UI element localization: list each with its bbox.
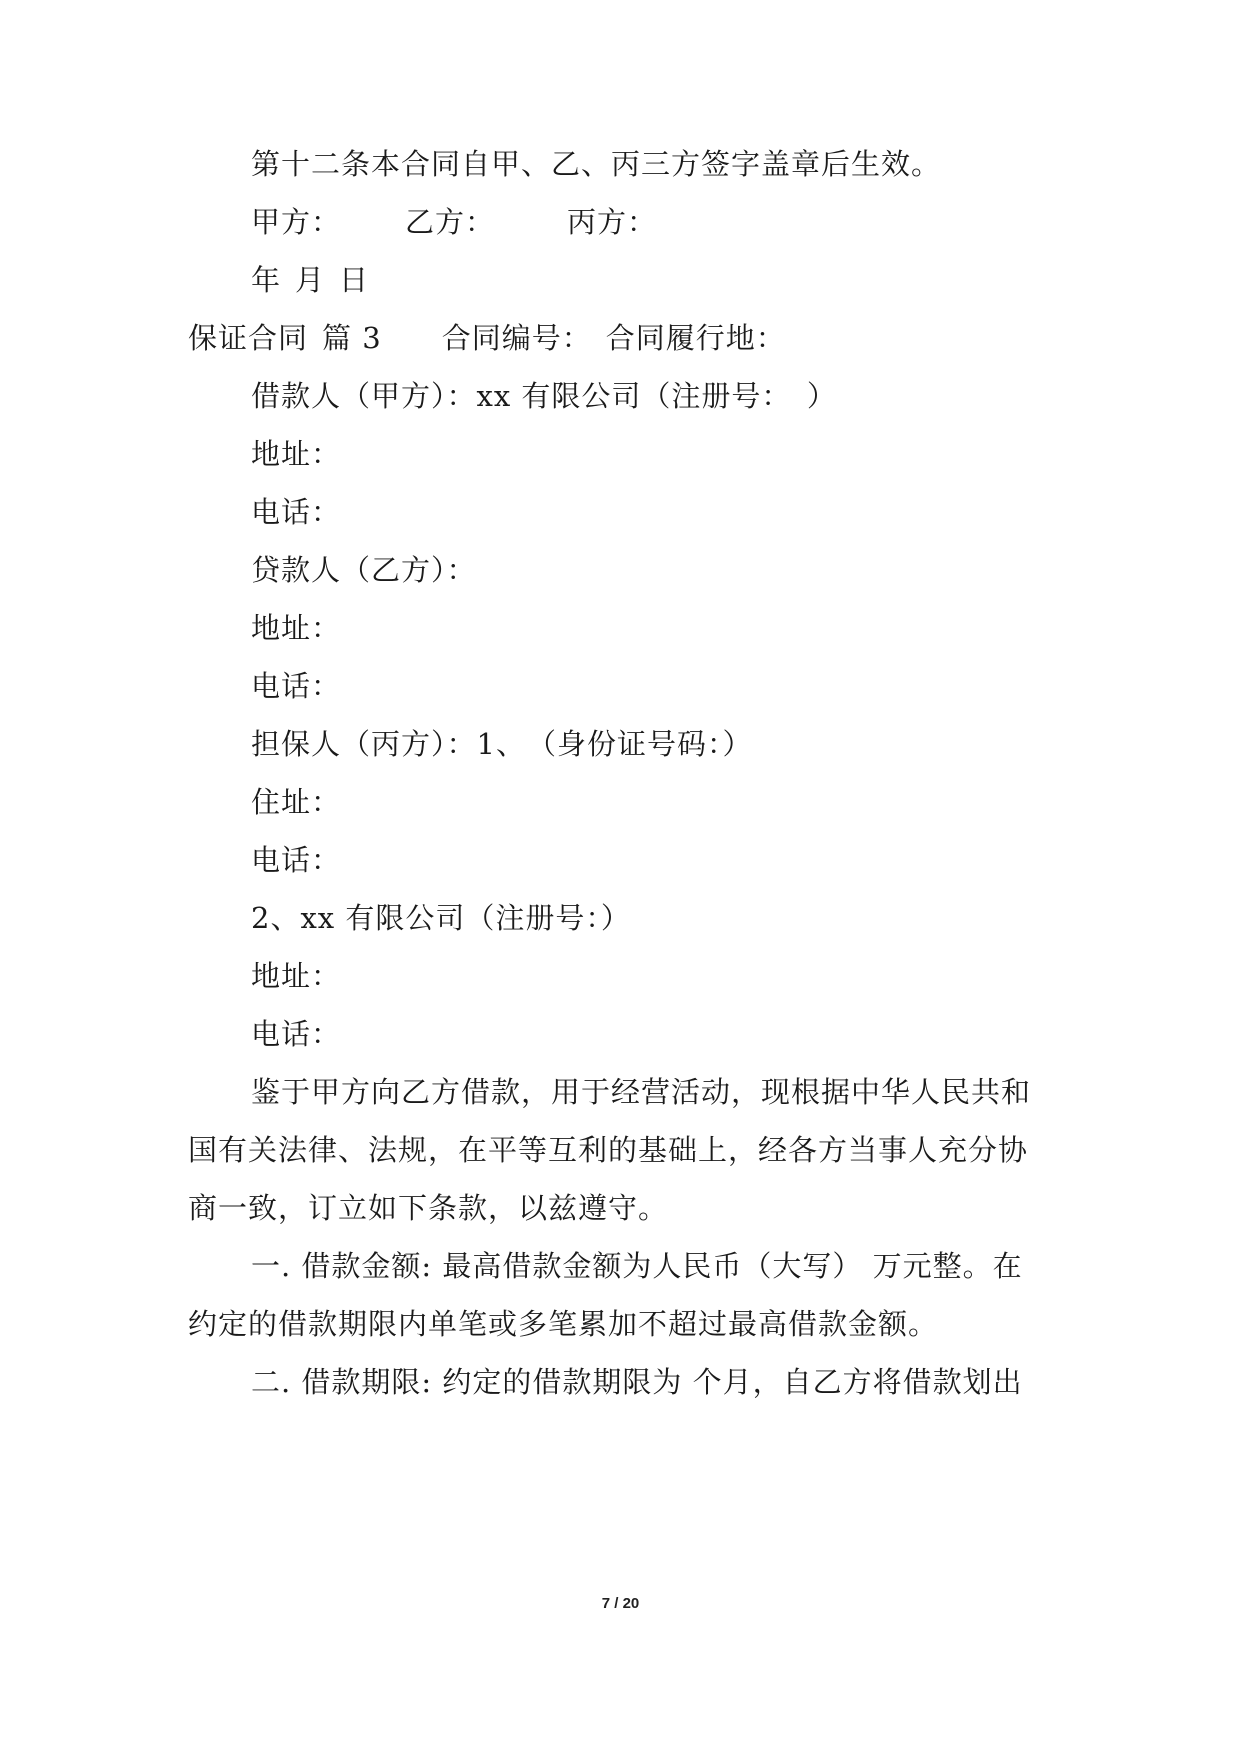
- guarantor-2-phone: 电话：: [251, 1017, 342, 1051]
- date-month: 月: [295, 263, 326, 297]
- guarantor-label: 担保人（丙方）：1、 （身份证号码：）: [251, 727, 753, 761]
- guarantor-2-label: 2、xx 有限公司（注册号：）: [251, 901, 631, 935]
- preamble-line-2: 国有关法律、法规，在平等互利的基础上，经各方当事人充分协: [188, 1133, 1029, 1167]
- guarantor-phone: 电话：: [251, 843, 342, 877]
- borrower-phone: 电话：: [251, 495, 342, 529]
- lender-label: 贷款人（乙方）：: [251, 553, 477, 587]
- clause-12: 第十二条本合同自甲、乙、丙三方签字盖章后生效。: [251, 147, 942, 181]
- lender-address: 地址：: [251, 611, 342, 645]
- party-b-label: 乙方：: [405, 205, 496, 239]
- preamble-line-3: 商一致，订立如下条款，以兹遵守。: [188, 1191, 669, 1225]
- section-part: 篇 3: [322, 321, 382, 355]
- borrower-address: 地址：: [251, 437, 342, 471]
- article-2-line-1: 二. 借款期限: 约定的借款期限为 个月，自乙方将借款划出: [251, 1365, 1023, 1399]
- party-a-label: 甲方：: [251, 205, 342, 239]
- page-number: 7 / 20: [601, 1595, 640, 1612]
- date-year: 年: [251, 263, 282, 297]
- party-c-label: 丙方：: [567, 205, 658, 239]
- preamble-line-1: 鉴于甲方向乙方借款，用于经营活动，现根据中华人民共和: [251, 1075, 1032, 1109]
- signature-row: [251, 204, 657, 240]
- borrower-label: 借款人（甲方）：xx 有限公司（注册号： ）: [251, 379, 837, 413]
- section-3-header: [188, 320, 786, 356]
- contract-number-label: 合同编号：: [441, 321, 592, 355]
- performance-place-label: 合同履行地：: [605, 321, 786, 355]
- article-1-line-2: 约定的借款期限内单笔或多笔累加不超过最高借款金额。: [188, 1307, 939, 1341]
- date-row: [251, 262, 369, 298]
- guarantor-residence: 住址：: [251, 785, 342, 819]
- section-title: 保证合同: [188, 321, 309, 355]
- lender-phone: 电话：: [251, 669, 342, 703]
- article-1-line-1: 一. 借款金额: 最高借款金额为人民币（大写） 万元整。在: [251, 1249, 1023, 1283]
- guarantor-2-address: 地址：: [251, 959, 342, 993]
- date-day: 日: [339, 263, 370, 297]
